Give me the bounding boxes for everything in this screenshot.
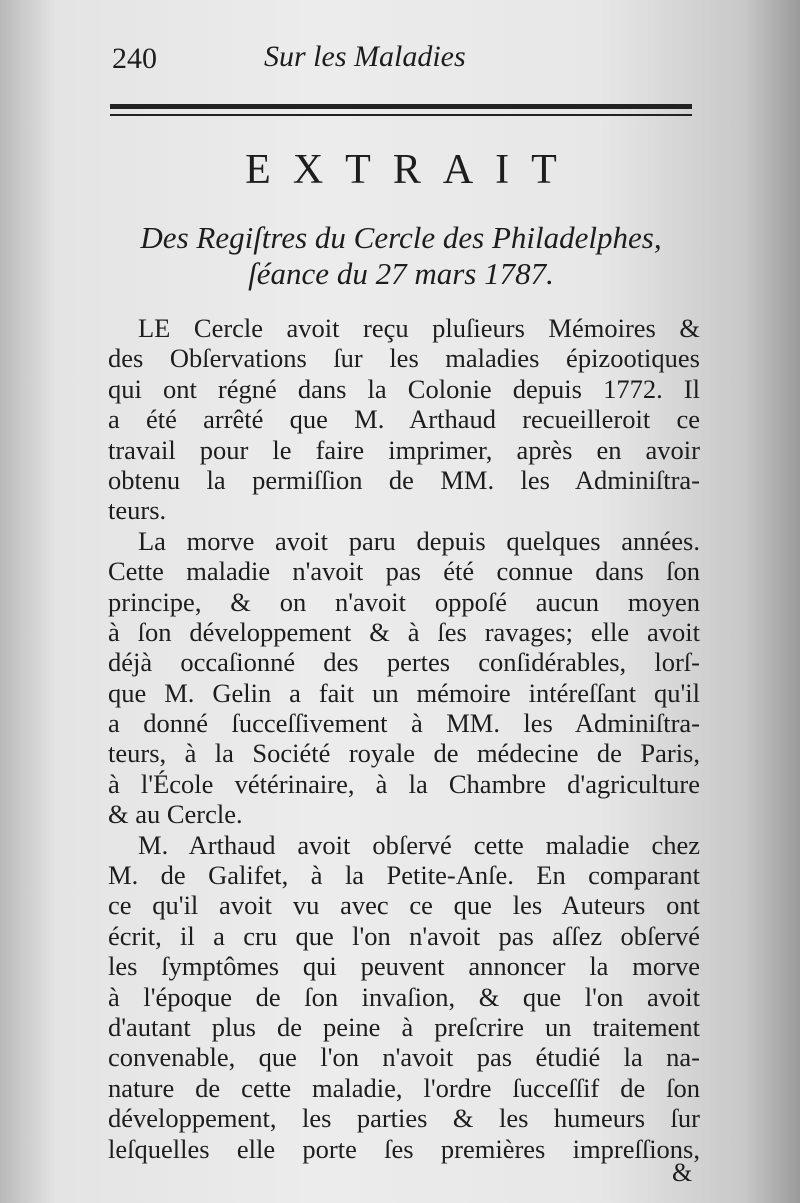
text-line: que M. Gelin a fait un mémoire intéreſſant qu'il [108, 677, 700, 708]
text-line: & au Cercle. [108, 799, 243, 830]
text-line: à l'époque de ſon invaſion, & que l'on avoit [108, 981, 700, 1012]
text-line: travail pour le faire imprimer, après en avoir [108, 434, 700, 465]
text-line: LE Cercle avoit reçu pluſieurs Mémoires & [138, 313, 700, 343]
text-line: leſquelles elle porte ſes premières impreſſions, [108, 1133, 700, 1164]
header-rule-thick [110, 104, 692, 109]
text-line: écrit, il a cru que l'on n'avoit pas aſſez obſervé [108, 920, 700, 951]
text-line: M. Arthaud avoit obſervé cette maladie chez [138, 829, 700, 860]
text-line: teurs, à la Société royale de médecine de Paris, [108, 738, 700, 769]
header-rule-thin [110, 114, 692, 116]
text-line: qui ont régné dans la Colonie depuis 1772. Il [108, 373, 700, 404]
text-line: à l'École vétérinaire, à la Chambre d'agriculture [108, 768, 700, 799]
text-line: à ſon développement & à ſes ravages; elle avoit [108, 616, 700, 647]
section-heading: EXTRAIT [245, 147, 579, 193]
text-line: déjà occaſionné des pertes conſidérables, lorſ- [108, 647, 700, 678]
text-line: teurs. [108, 495, 167, 526]
text-line: a été arrêté que M. Arthaud recueilleroit ce [108, 404, 700, 435]
text-line: Cette maladie n'avoit pas été connue dans ſon [108, 556, 700, 587]
text-line: a donné ſucceſſivement à MM. les Adminiſtra- [108, 708, 700, 739]
running-title: Sur les Maladies [264, 40, 466, 73]
text-line: d'autant plus de peine à preſcrire un traitement [108, 1011, 700, 1042]
subheading-line-2: ſéance du 27 mars 1787. [248, 256, 554, 291]
text-line: La morve avoit paru depuis quelques années. [138, 525, 700, 556]
text-line: ce qu'il avoit vu avec ce que les Auteurs ont [108, 890, 700, 921]
text-line: obtenu la permiſſion de MM. les Adminiſtra- [108, 464, 700, 495]
subheading-line-1: Des Regiſtres du Cercle des Philadelphes, [140, 220, 662, 255]
text-line: M. de Galifet, à la Petite-Anſe. En comparant [108, 860, 700, 891]
body-text [108, 313, 700, 1164]
text-line: nature de cette maladie, l'ordre ſucceſſif de ſon [108, 1072, 700, 1103]
page-number: 240 [112, 42, 157, 75]
text-line: développement, les parties & les humeurs ſur [108, 1103, 700, 1134]
text-line: des Obſervations ſur les maladies épizootiques [108, 343, 700, 374]
text-line: convenable, que l'on n'avoit pas étudié la na- [108, 1042, 700, 1073]
text-line: les ſymptômes qui peuvent annoncer la morve [108, 951, 700, 982]
text-line: principe, & on n'avoit oppoſé aucun moyen [108, 586, 700, 617]
catchword: & [672, 1158, 693, 1187]
